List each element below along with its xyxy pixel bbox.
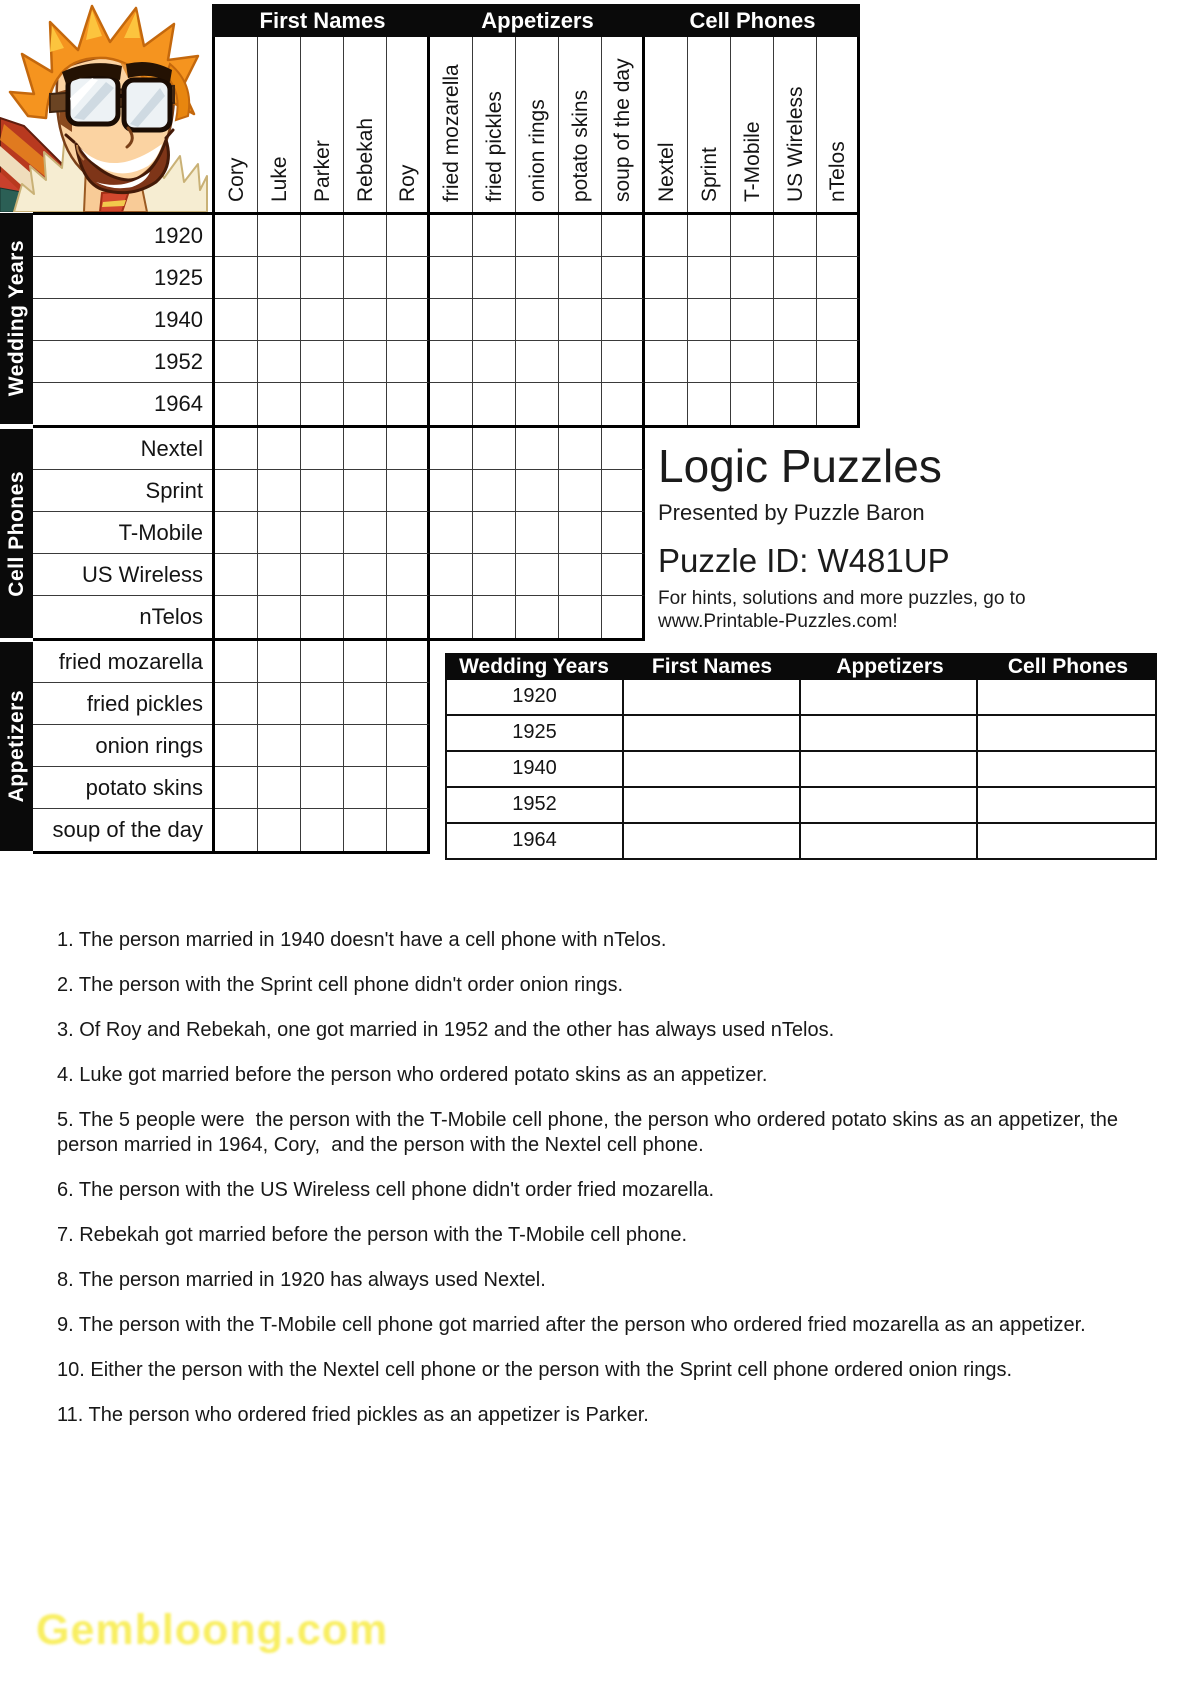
row-label: fried pickles [33, 683, 212, 725]
grid-cell[interactable] [559, 383, 602, 425]
answer-header-appetizers: Appetizers [836, 655, 944, 678]
grid-row-cells [212, 554, 645, 596]
grid-row-cells [212, 725, 430, 767]
branding-block [658, 440, 1158, 633]
grid-cell[interactable] [301, 641, 344, 683]
column-label: US Wireless [783, 86, 807, 202]
row-label: soup of the day [52, 817, 203, 842]
column-label-cell [774, 37, 817, 212]
column-label: fried pickles [482, 91, 506, 202]
answer-row [447, 824, 1155, 858]
grid-row-cells [212, 596, 645, 638]
grid-cell[interactable] [645, 299, 688, 341]
grid-cell[interactable] [473, 215, 516, 257]
grid-cell[interactable] [301, 257, 344, 299]
row-label: onion rings [33, 725, 212, 767]
grid-cell[interactable] [473, 596, 516, 638]
watermark: Gembloong.com [36, 1606, 389, 1654]
row-group-bar-wedding-years [0, 213, 33, 424]
column-label-cell [430, 37, 473, 212]
grid-row [33, 299, 860, 341]
grid-row [33, 554, 645, 596]
answer-table [445, 653, 1157, 860]
grid-cell[interactable] [817, 341, 860, 383]
answer-row [447, 788, 1155, 824]
grid-cell[interactable] [559, 596, 602, 638]
grid-cell[interactable] [430, 470, 473, 512]
column-group-header-bar [212, 4, 860, 37]
grid-cell[interactable] [473, 428, 516, 470]
grid-row-cells [212, 683, 430, 725]
grid-cell[interactable] [731, 341, 774, 383]
row-label: Nextel [33, 428, 212, 470]
grid-cell[interactable] [301, 596, 344, 638]
grid-cell[interactable] [774, 341, 817, 383]
grid-cell[interactable] [516, 428, 559, 470]
grid-cell[interactable] [215, 683, 258, 725]
grid-row [33, 257, 860, 299]
grid-cell[interactable] [602, 470, 645, 512]
column-label-cell [817, 37, 860, 212]
answer-row [447, 680, 1155, 716]
clue-item: 9. The person with the T-Mobile cell phone got married after the person who ordered fried mozarella as an appetizer. [57, 1314, 1086, 1336]
grid-cell[interactable] [387, 554, 430, 596]
grid-cell[interactable] [215, 299, 258, 341]
answer-blank-cell[interactable] [978, 824, 1155, 858]
grid-cell[interactable] [817, 383, 860, 425]
grid-cell[interactable] [774, 383, 817, 425]
grid-row [33, 383, 860, 425]
grid-cell[interactable] [344, 257, 387, 299]
grid-cell[interactable] [602, 257, 645, 299]
grid-cell[interactable] [602, 383, 645, 425]
grid-cell[interactable] [430, 341, 473, 383]
grid-cell[interactable] [430, 596, 473, 638]
row-label: nTelos [139, 604, 203, 629]
grid-cell[interactable] [559, 428, 602, 470]
grid-row-cells [212, 512, 645, 554]
grid-row-cells [212, 341, 860, 383]
grid-cell[interactable] [516, 554, 559, 596]
clue-item: 8. The person married in 1920 has always used Nextel. [57, 1269, 546, 1291]
grid-cell[interactable] [645, 383, 688, 425]
grid-cell[interactable] [258, 215, 301, 257]
grid-cell[interactable] [258, 341, 301, 383]
grid-cell[interactable] [645, 341, 688, 383]
grid-cell[interactable] [258, 767, 301, 809]
answer-table-header [445, 653, 1157, 680]
grid-cell[interactable] [258, 257, 301, 299]
column-label: potato skins [568, 89, 592, 202]
answer-header-first-names: First Names [651, 655, 773, 678]
grid-cell[interactable] [344, 725, 387, 767]
grid-cell[interactable] [258, 596, 301, 638]
clue-item: 7. Rebekah got married before the person with the T-Mobile cell phone. [57, 1224, 687, 1246]
column-label: nTelos [825, 141, 849, 202]
column-label: Roy [395, 164, 419, 202]
grid-cell[interactable] [645, 257, 688, 299]
grid-cell[interactable] [387, 299, 430, 341]
grid-cell[interactable] [516, 512, 559, 554]
column-label-cell [215, 37, 258, 212]
grid-cell[interactable] [215, 215, 258, 257]
grid-cell[interactable] [215, 641, 258, 683]
answer-blank-cell[interactable] [624, 752, 801, 786]
grid-cell[interactable] [430, 299, 473, 341]
grid-cell[interactable] [559, 470, 602, 512]
grid-row-cells [212, 641, 430, 683]
column-group-first-names: First Names [259, 8, 386, 33]
grid-cell[interactable] [301, 383, 344, 425]
column-label: Cory [224, 157, 248, 202]
grid-cell[interactable] [258, 512, 301, 554]
answer-header-wedding-years: Wedding Years [459, 655, 609, 678]
row-label: 1940 [33, 299, 212, 341]
row-label: 1920 [33, 215, 212, 257]
column-label-cell [731, 37, 774, 212]
grid-cell[interactable] [215, 428, 258, 470]
grid-cell[interactable] [258, 299, 301, 341]
answer-blank-cell[interactable] [624, 788, 801, 822]
grid-row [33, 683, 430, 725]
grid-cell[interactable] [430, 512, 473, 554]
grid-cell[interactable] [473, 470, 516, 512]
row-label: T-Mobile [33, 512, 212, 554]
answer-blank-cell[interactable] [978, 752, 1155, 786]
column-label-cell [473, 37, 516, 212]
column-label-cell [258, 37, 301, 212]
row-group-label: Cell Phones [4, 470, 28, 597]
grid-cell[interactable] [516, 299, 559, 341]
grid-cell[interactable] [602, 299, 645, 341]
column-group-cell-phones: Cell Phones [689, 8, 816, 33]
row-label: potato skins [33, 767, 212, 809]
column-label: onion rings [525, 99, 549, 202]
grid-row [33, 641, 430, 683]
grid-row [33, 470, 645, 512]
grid-cell[interactable] [215, 383, 258, 425]
grid-cell[interactable] [301, 299, 344, 341]
answer-row [447, 716, 1155, 752]
grid-cell[interactable] [430, 383, 473, 425]
answer-year-cell: 1940 [447, 752, 624, 786]
column-group-appetizers: Appetizers [481, 8, 594, 33]
grid-cell[interactable] [387, 683, 430, 725]
column-label: Luke [267, 156, 291, 202]
row-label: 1964 [154, 391, 203, 416]
grid-cell[interactable] [602, 428, 645, 470]
row-group-bar-appetizers [0, 642, 33, 851]
answer-blank-cell[interactable] [801, 788, 978, 822]
clue-item: 11. The person who ordered fried pickles as an appetizer is Parker. [57, 1404, 649, 1426]
grid-cell[interactable] [387, 767, 430, 809]
answer-blank-cell[interactable] [624, 824, 801, 858]
grid-cell[interactable] [559, 215, 602, 257]
grid-cell[interactable] [301, 470, 344, 512]
grid-row [33, 767, 430, 809]
grid-cell[interactable] [430, 215, 473, 257]
grid-cell[interactable] [258, 428, 301, 470]
grid-cell[interactable] [301, 725, 344, 767]
grid-cell[interactable] [344, 512, 387, 554]
grid-cell[interactable] [473, 512, 516, 554]
column-label-cell [645, 37, 688, 212]
grid-row [33, 512, 645, 554]
grid-cell[interactable] [387, 383, 430, 425]
column-label: Rebekah [353, 117, 377, 202]
grid-cell[interactable] [258, 383, 301, 425]
grid-cell[interactable] [387, 641, 430, 683]
answer-blank-cell[interactable] [801, 716, 978, 750]
grid-section-wedding-years [33, 212, 860, 428]
grid-cell[interactable] [344, 554, 387, 596]
grid-cell[interactable] [215, 554, 258, 596]
grid-cell[interactable] [215, 512, 258, 554]
row-label: Sprint [33, 470, 212, 512]
hints-line-1: For hints, solutions and more puzzles, go to [658, 587, 1026, 609]
clue-item: 3. Of Roy and Rebekah, one got married in 1952 and the other has always used nTelos. [57, 1019, 835, 1041]
grid-cell[interactable] [301, 767, 344, 809]
column-label-cell [344, 37, 387, 212]
row-group-bar-cell-phones [0, 429, 33, 638]
grid-cell[interactable] [344, 470, 387, 512]
grid-section-appetizers [33, 641, 430, 854]
grid-row [33, 341, 860, 383]
grid-cell[interactable] [688, 215, 731, 257]
column-label-cell [602, 37, 645, 212]
grid-cell[interactable] [774, 215, 817, 257]
answer-year-cell: 1925 [447, 716, 624, 750]
grid-cell[interactable] [387, 341, 430, 383]
row-group-label: Wedding Years [4, 240, 28, 397]
grid-cell[interactable] [344, 641, 387, 683]
answer-blank-cell[interactable] [978, 716, 1155, 750]
grid-row-cells [212, 470, 645, 512]
grid-cell[interactable] [258, 725, 301, 767]
grid-cell[interactable] [430, 428, 473, 470]
grid-row [33, 725, 430, 767]
answer-blank-cell[interactable] [624, 716, 801, 750]
page-subtitle: Presented by Puzzle Baron [658, 499, 925, 525]
grid-cell[interactable] [817, 215, 860, 257]
grid-cell[interactable] [817, 299, 860, 341]
answer-blank-cell[interactable] [978, 680, 1155, 714]
grid-cell[interactable] [387, 512, 430, 554]
answer-blank-cell[interactable] [801, 752, 978, 786]
grid-cell[interactable] [387, 470, 430, 512]
grid-cell[interactable] [473, 257, 516, 299]
grid-cell[interactable] [602, 596, 645, 638]
grid-cell[interactable] [774, 299, 817, 341]
clues-list [57, 928, 1165, 1448]
row-label: US Wireless [33, 554, 212, 596]
grid-cell[interactable] [516, 596, 559, 638]
column-label-cell [387, 37, 430, 212]
column-label-cell [516, 37, 559, 212]
clue-item: 6. The person with the US Wireless cell phone didn't order fried mozarella. [57, 1179, 715, 1201]
clue-item: 5. The 5 people were the person with the T-Mobile cell phone, the person who ordered potato skins as an appetizer, the person married in 1964, Cory, and the person with the Nextel cell phone. [57, 1109, 1124, 1156]
grid-cell[interactable] [473, 341, 516, 383]
grid-cell[interactable] [774, 257, 817, 299]
answer-blank-cell[interactable] [801, 680, 978, 714]
grid-cell[interactable] [516, 215, 559, 257]
column-label: T-Mobile [740, 121, 764, 202]
grid-cell[interactable] [215, 725, 258, 767]
grid-cell[interactable] [387, 257, 430, 299]
grid-cell[interactable] [731, 383, 774, 425]
grid-row [33, 215, 860, 257]
grid-cell[interactable] [258, 683, 301, 725]
grid-cell[interactable] [817, 257, 860, 299]
puzzle-id: Puzzle ID: W481UP [658, 541, 950, 579]
column-label-cell [301, 37, 344, 212]
grid-cell[interactable] [387, 725, 430, 767]
answer-table-body [445, 680, 1157, 860]
grid-cell[interactable] [473, 554, 516, 596]
column-label-cell [688, 37, 731, 212]
grid-row [33, 428, 645, 470]
answer-blank-cell[interactable] [978, 788, 1155, 822]
grid-row-cells [212, 383, 860, 425]
grid-cell[interactable] [301, 512, 344, 554]
grid-cell[interactable] [387, 428, 430, 470]
answer-year-cell: 1964 [447, 824, 624, 858]
column-label: fried mozarella [439, 64, 463, 202]
page-title: Logic Puzzles [658, 440, 942, 492]
grid-cell[interactable] [215, 257, 258, 299]
grid-cell[interactable] [344, 809, 387, 851]
grid-cell[interactable] [688, 299, 731, 341]
grid-cell[interactable] [344, 341, 387, 383]
grid-cell[interactable] [258, 641, 301, 683]
grid-cell[interactable] [301, 215, 344, 257]
grid-cell[interactable] [215, 470, 258, 512]
grid-cell[interactable] [344, 215, 387, 257]
grid-cell[interactable] [258, 470, 301, 512]
column-label: Sprint [697, 147, 721, 202]
answer-row [447, 752, 1155, 788]
grid-cell[interactable] [344, 428, 387, 470]
grid-cell[interactable] [301, 683, 344, 725]
grid-cell[interactable] [258, 554, 301, 596]
grid-cell[interactable] [258, 809, 301, 851]
grid-cell[interactable] [215, 341, 258, 383]
grid-cell[interactable] [301, 428, 344, 470]
grid-cell[interactable] [645, 215, 688, 257]
grid-row [33, 809, 430, 851]
column-label: Parker [310, 140, 334, 202]
column-label: Nextel [654, 142, 678, 202]
hints-text [658, 587, 1158, 633]
answer-blank-cell[interactable] [801, 824, 978, 858]
grid-cell[interactable] [516, 470, 559, 512]
grid-row-cells [212, 215, 860, 257]
grid-cell[interactable] [602, 512, 645, 554]
grid-cell[interactable] [688, 341, 731, 383]
grid-cell[interactable] [602, 554, 645, 596]
hints-url: www.Printable-Puzzles.com! [658, 610, 898, 632]
grid-cell[interactable] [516, 341, 559, 383]
grid-cell[interactable] [387, 215, 430, 257]
answer-year-cell: 1952 [447, 788, 624, 822]
grid-cell[interactable] [301, 809, 344, 851]
grid-cell[interactable] [559, 299, 602, 341]
column-labels-row [212, 37, 860, 212]
clue-item: 10. Either the person with the Nextel cell phone or the person with the Sprint cell phone ordered onion rings. [57, 1359, 1013, 1381]
mascot-illustration [0, 0, 212, 212]
grid-cell[interactable] [516, 257, 559, 299]
column-label-cell [559, 37, 602, 212]
grid-section-cell-phones [33, 428, 645, 641]
clue-item: 4. Luke got married before the person who ordered potato skins as an appetizer. [57, 1064, 768, 1086]
grid-cell[interactable] [559, 257, 602, 299]
grid-cell[interactable] [344, 767, 387, 809]
grid-cell[interactable] [602, 341, 645, 383]
grid-row-cells [212, 809, 430, 851]
row-label: fried mozarella [33, 641, 212, 683]
grid-cell[interactable] [559, 554, 602, 596]
grid-row-cells [212, 299, 860, 341]
grid-cell[interactable] [215, 809, 258, 851]
grid-cell[interactable] [430, 554, 473, 596]
grid-cell[interactable] [387, 596, 430, 638]
grid-cell[interactable] [688, 257, 731, 299]
grid-row [33, 596, 645, 638]
row-label: 1925 [33, 257, 212, 299]
clue-item: 2. The person with the Sprint cell phone didn't order onion rings. [57, 974, 624, 996]
grid-row-cells [212, 767, 430, 809]
grid-row-cells [212, 257, 860, 299]
answer-year-cell: 1920 [447, 680, 624, 714]
row-group-label: Appetizers [4, 690, 28, 803]
grid-cell[interactable] [215, 596, 258, 638]
grid-row-cells [212, 428, 645, 470]
clue-item: 1. The person married in 1940 doesn't have a cell phone with nTelos. [57, 929, 667, 951]
answer-blank-cell[interactable] [624, 680, 801, 714]
grid-cell[interactable] [731, 215, 774, 257]
grid-cell[interactable] [301, 554, 344, 596]
grid-cell[interactable] [473, 299, 516, 341]
grid-cell[interactable] [559, 512, 602, 554]
grid-cell[interactable] [688, 383, 731, 425]
grid-cell[interactable] [301, 341, 344, 383]
grid-cell[interactable] [215, 767, 258, 809]
grid-cell[interactable] [387, 809, 430, 851]
grid-cell[interactable] [430, 257, 473, 299]
grid-cell[interactable] [473, 383, 516, 425]
grid-cell[interactable] [344, 683, 387, 725]
grid-cell[interactable] [559, 341, 602, 383]
grid-cell[interactable] [731, 257, 774, 299]
grid-cell[interactable] [344, 383, 387, 425]
grid-cell[interactable] [731, 299, 774, 341]
column-label: soup of the day [610, 58, 634, 202]
grid-cell[interactable] [344, 299, 387, 341]
grid-cell[interactable] [602, 215, 645, 257]
row-label: 1952 [33, 341, 212, 383]
grid-cell[interactable] [516, 383, 559, 425]
answer-header-cell-phones: Cell Phones [1007, 655, 1129, 678]
grid-cell[interactable] [344, 596, 387, 638]
